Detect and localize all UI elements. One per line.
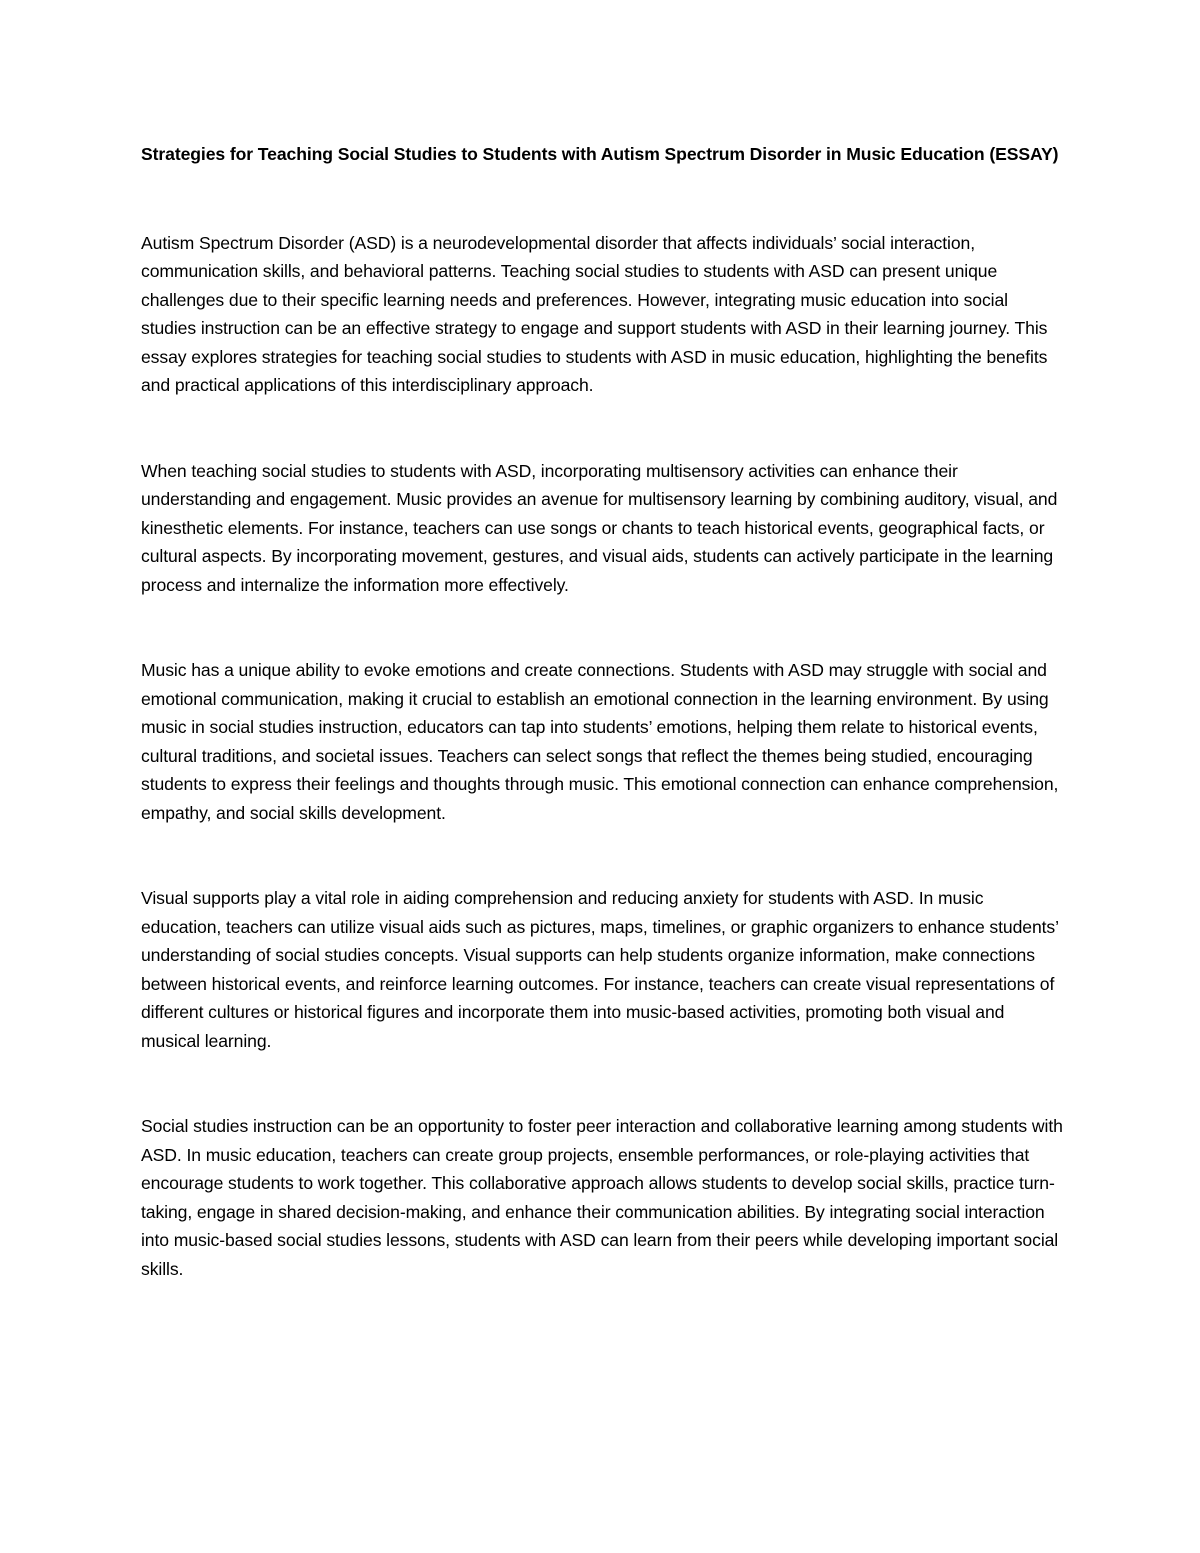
document-body bbox=[141, 140, 1063, 1340]
paragraph-visual-supports: Visual supports play a vital role in aiding comprehension and reducing anxiety for students with ASD. In music education, teachers can utilize visual aids such as pictures, maps, timelines, or graphic organizers to enhance students’ understanding of social studies concepts. Visual supports can help students organize information, make connections between historical events, and reinforce learning outcomes. For instance, teachers can create visual representations of different cultures or historical figures and incorporate them into music-based activities, promoting both visual and musical learning. bbox=[141, 888, 1059, 1051]
essay-title: Strategies for Teaching Social Studies to Students with Autism Spectrum Disorder in Music Education (ESSAY) bbox=[141, 144, 1059, 164]
paragraph-peer-interaction: Social studies instruction can be an opportunity to foster peer interaction and collaborative learning among students with ASD. In music education, teachers can create group projects, ensemble performances, or role-playing activities that encourage students to work together. This collaborative approach allows students to develop social skills, practice turn-taking, engage in shared decision-making, and enhance their communication abilities. By integrating social interaction into music-based social studies lessons, students with ASD can learn from their peers while developing important social skills. bbox=[141, 1116, 1063, 1279]
paragraph-introduction: Autism Spectrum Disorder (ASD) is a neurodevelopmental disorder that affects individuals’ social interaction, communication skills, and behavioral patterns. Teaching social studies to students with ASD can present unique challenges due to their specific learning needs and preferences. However, integrating music education into social studies instruction can be an effective strategy to engage and support students with ASD in their learning journey. This essay explores strategies for teaching social studies to students with ASD in music education, highlighting the benefits and practical applications of this interdisciplinary approach. bbox=[141, 232, 1048, 395]
paragraph-emotional-connection: Music has a unique ability to evoke emotions and create connections. Students with ASD may struggle with social and emotional communication, making it crucial to establish an emotional connection in the learning environment. By using music in social studies instruction, educators can tap into students’ emotions, helping them relate to historical events, cultural traditions, and societal issues. Teachers can select songs that reflect the themes being studied, encouraging students to express their feelings and thoughts through music. This emotional connection can enhance comprehension, empathy, and social skills development. bbox=[141, 660, 1059, 823]
paragraph-multisensory: When teaching social studies to students with ASD, incorporating multisensory activities can enhance their understanding and engagement. Music provides an avenue for multisensory learning by combining auditory, visual, and kinesthetic elements. For instance, teachers can use songs or chants to teach historical events, geographical facts, or cultural aspects. By incorporating movement, gestures, and visual aids, students can actively participate in the learning process and internalize the information more effectively. bbox=[141, 460, 1058, 595]
